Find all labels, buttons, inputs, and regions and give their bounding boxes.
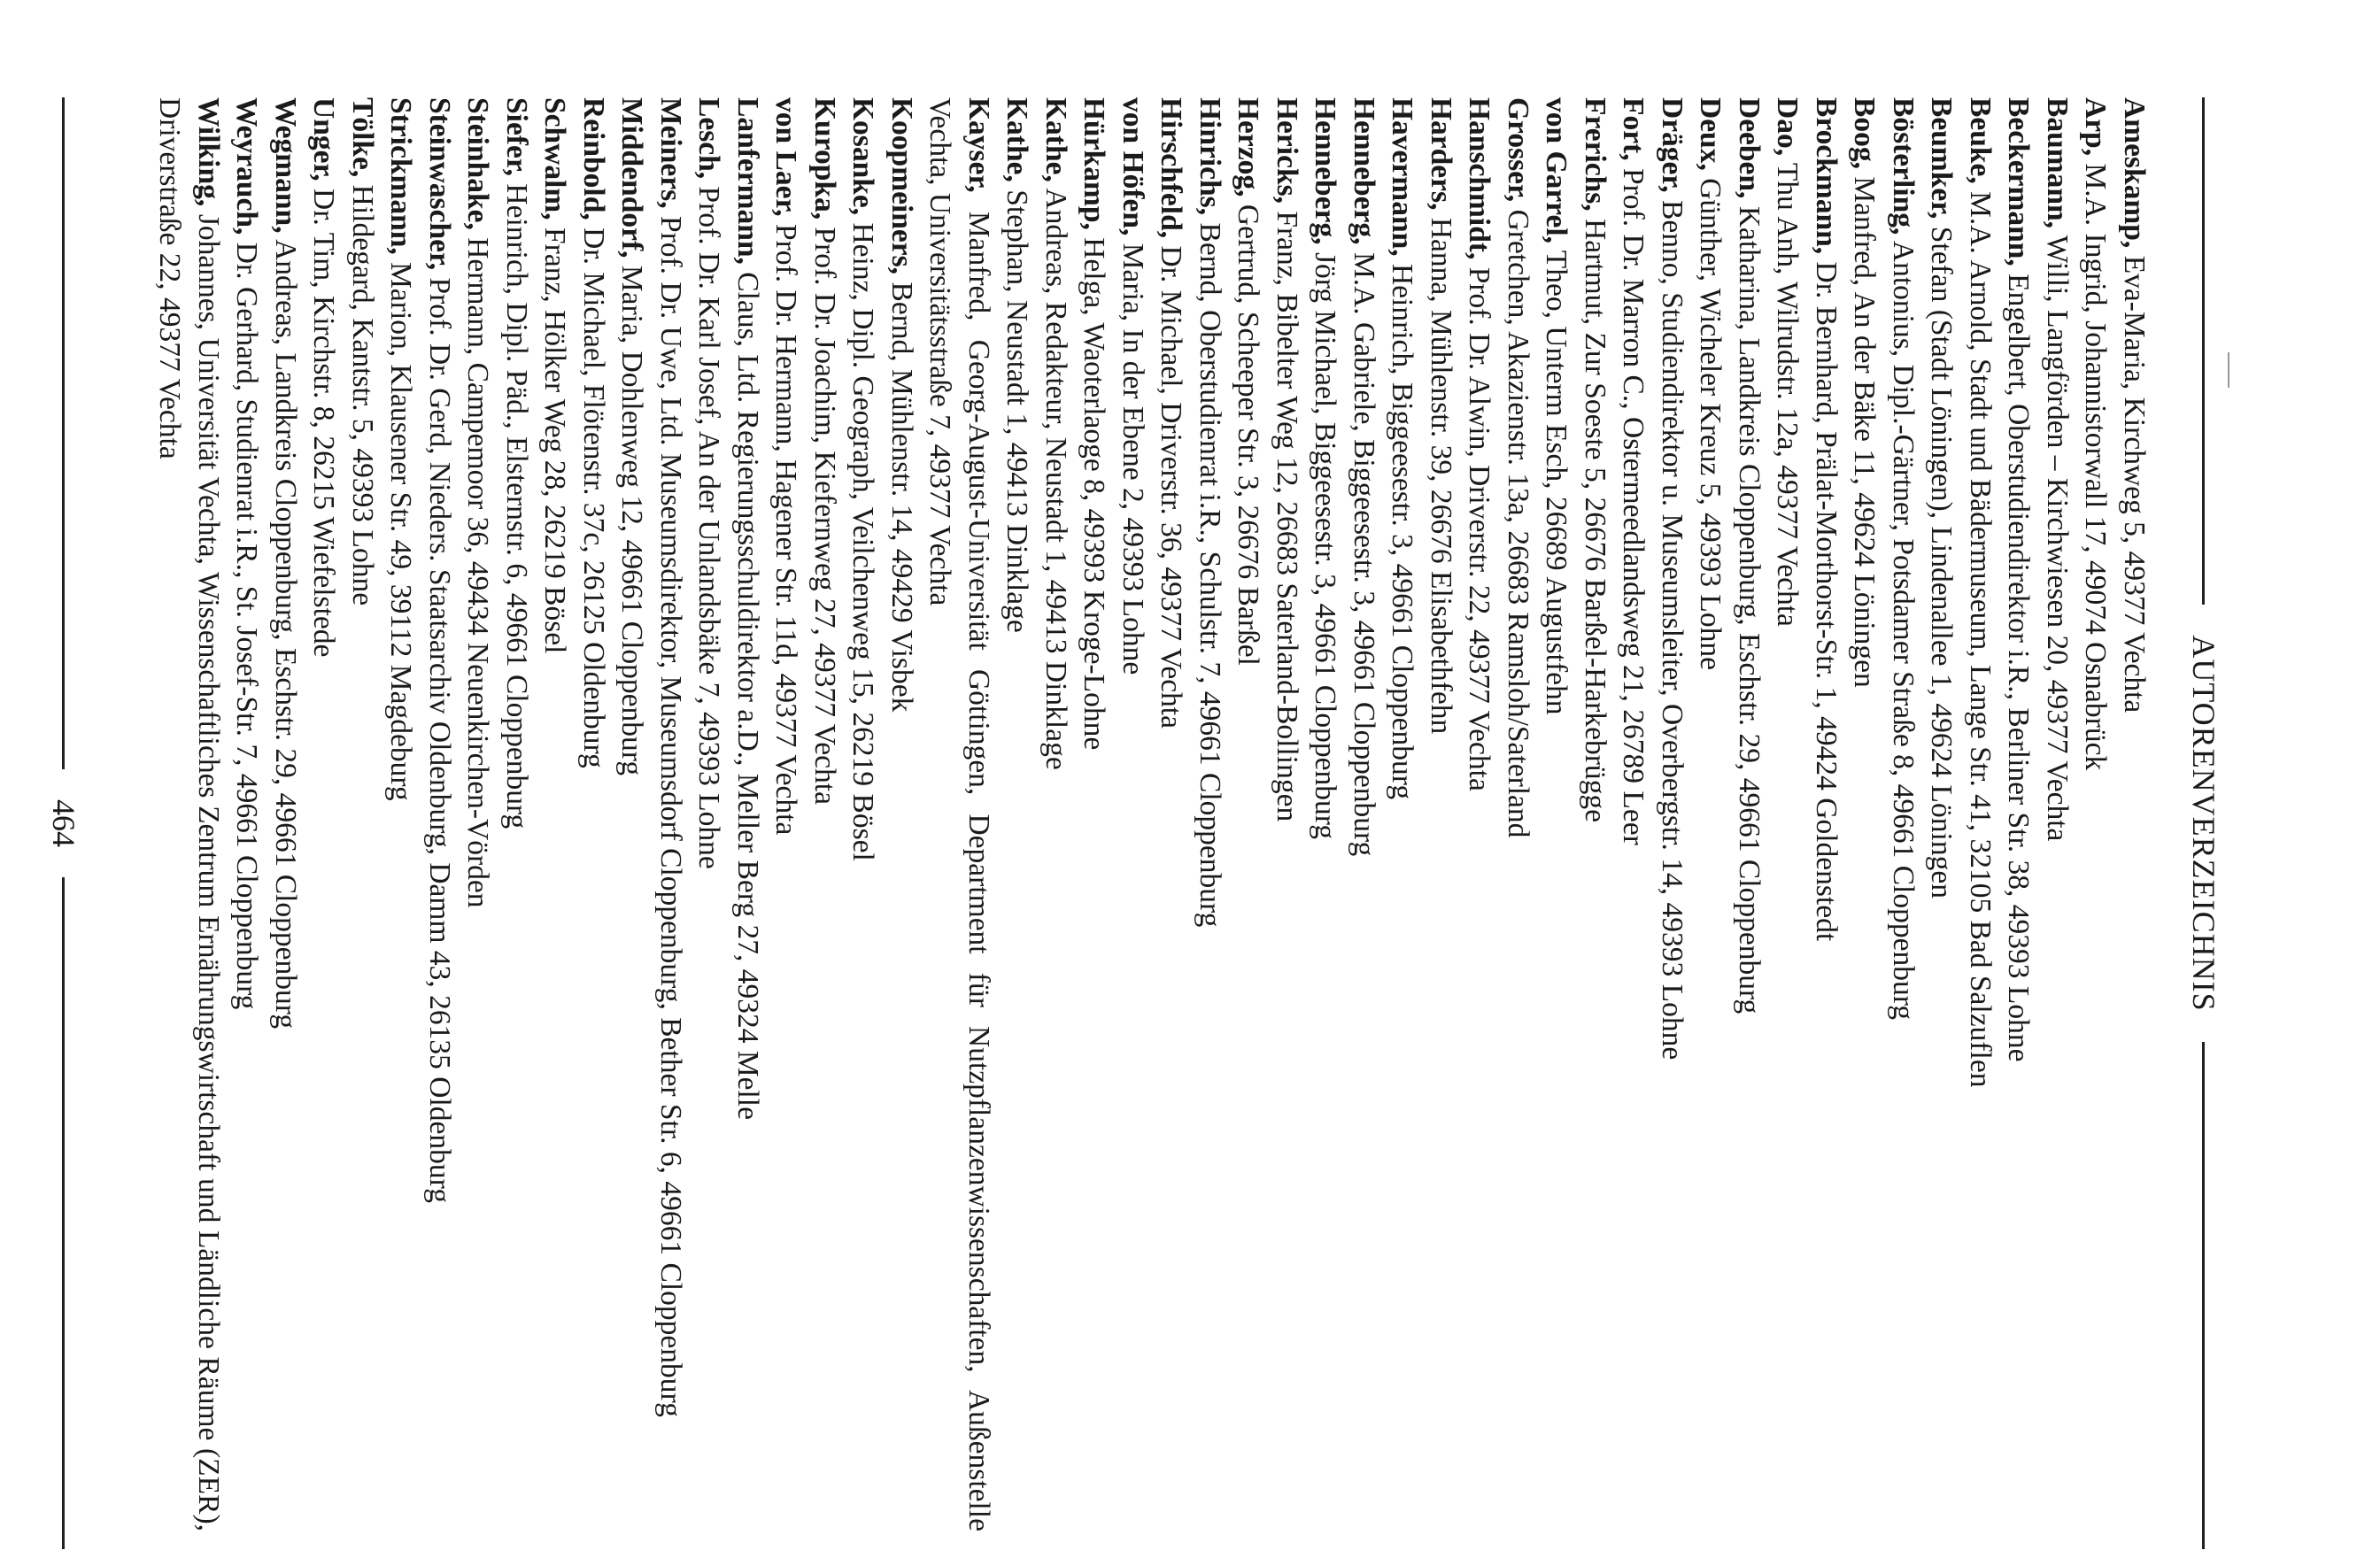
author-name: Boog, — [1848, 97, 1882, 169]
page-header — [2173, 97, 2235, 1549]
list-item — [883, 97, 922, 1531]
author-name: Koopmeiners, — [885, 97, 918, 275]
author-name: Steinwascher, — [423, 97, 456, 271]
author-details: Maria, In der Ebene 2, 49393 Lohne — [1117, 235, 1149, 675]
author-details: Dr. Michael, Driverstr. 36, 49377 Vechta — [1155, 238, 1188, 729]
author-name: Hirschfeld, — [1155, 97, 1188, 239]
author-details: Heinrich, Biggeesestr. 3, 49661 Cloppenburg — [1386, 256, 1419, 800]
author-details: Dr. Tim, Kirchstr. 8, 26215 Wiefelstede — [307, 181, 341, 658]
author-details: Gertrud, Scheeper Str. 3, 26676 Barßel — [1232, 197, 1265, 666]
author-details: Theo, Unterm Esch, 26689 Augustfehn — [1540, 243, 1573, 715]
list-item — [305, 97, 344, 1531]
author-details: Manfred, Georg-August-Universität Göttingen, Department für Nutzpflanzenwissenschaften, Außenstelle Vechta, Universitätsstraße 7, 49377 Vechta — [923, 97, 995, 1531]
author-name: Hinrichs, — [1194, 97, 1226, 216]
author-details: M.A. Arnold, Stadt und Bädermuseum, Lange Str. 41, 32105 Bad Salzuflen — [1964, 183, 1997, 1088]
list-item — [536, 97, 575, 1531]
author-name: Unger, — [307, 97, 341, 181]
author-name: Kuropka, — [808, 97, 841, 220]
author-details: Marion, Klausener Str. 49, 39112 Magdeburg — [384, 254, 418, 801]
author-name: Frerichs, — [1579, 97, 1611, 212]
list-item — [1691, 97, 1730, 1531]
list-item — [1768, 97, 1807, 1531]
author-name: Deux, — [1694, 97, 1727, 171]
author-name: Lanfermann, — [731, 97, 764, 265]
author-details: Stefan (Stadt Löningen), Lindenallee 1, 49624 Löningen — [1925, 219, 1959, 899]
author-details: Hanna, Mühlenstr. 39, 26676 Elisabethfehn — [1425, 210, 1457, 735]
author-details: Günther, Wicheler Kreuz 5, 49393 Lohne — [1694, 170, 1727, 670]
author-details: Eva-Maria, Kirchweg 5, 49377 Vechta — [2118, 248, 2151, 713]
author-details: Helga, Waoterlaoge 8, 49393 Kroge-Lohne — [1078, 229, 1111, 751]
footer-rule-right — [63, 877, 66, 1549]
author-name: Wilking, — [192, 97, 225, 207]
list-item — [1229, 97, 1268, 1531]
list-item — [1537, 97, 1576, 1531]
list-item — [806, 97, 845, 1531]
author-name: Siefer, — [500, 97, 533, 177]
author-details: Hartmut, Zur Soeste 5, 26676 Barßel-Harkebrügge — [1579, 211, 1611, 822]
list-item — [421, 97, 460, 1531]
author-details: Hildegard, Kantstr. 5, 49393 Lohne — [346, 177, 379, 606]
list-item — [1037, 97, 1076, 1531]
author-details: Franz, Bibelter Weg 12, 26683 Saterland-Bollingen — [1271, 204, 1303, 822]
list-item — [1152, 97, 1191, 1531]
author-name: Beumker, — [1925, 97, 1959, 220]
page-footer — [37, 97, 90, 1549]
author-details: Prof. Dr. Uwe, Ltd. Museumsdirektor, Museumsdorf Cloppenburg, Bether Str. 6, 49661 Cloppenburg — [654, 208, 687, 1417]
author-name: Herzog, — [1232, 97, 1265, 197]
author-name: Kayser, — [962, 97, 995, 193]
list-item — [2038, 97, 2077, 1531]
list-item — [1922, 97, 1961, 1531]
author-details: Engelbert, Oberstudiendirektor i.R., Berliner Str. 38, 49393 Lohne — [2002, 266, 2036, 1062]
author-name: Kathe, — [1001, 97, 1034, 182]
list-item — [1845, 97, 1884, 1531]
author-name: Baumann, — [2041, 97, 2074, 229]
author-name: Deeben, — [1733, 97, 1766, 199]
list-item — [767, 97, 806, 1531]
list-item — [1306, 97, 1345, 1531]
author-details: Heinrich, Dipl. Päd., Elsternstr. 6, 49661 Cloppenburg — [500, 176, 533, 829]
author-name: Middendorf, — [615, 97, 649, 258]
list-item — [1576, 97, 1615, 1531]
list-item — [1191, 97, 1230, 1531]
list-item — [1114, 97, 1153, 1531]
list-item — [2076, 97, 2115, 1531]
list-item — [267, 97, 305, 1531]
author-details: Andreas, Redakteur, Neustadt 1, 49413 Dinklage — [1039, 181, 1072, 770]
author-details: Dr. Bernhard, Prälat-Morthorst-Str. 1, 49424 Goldenstedt — [1810, 254, 1843, 942]
author-details: Claus, Ltd. Regierungsschuldirektor a.D., Meller Berg 27, 49324 Melle — [731, 264, 764, 1120]
author-name: Strickmann, — [384, 97, 418, 255]
author-name: Bösterling, — [1887, 97, 1920, 235]
author-name: Hericks, — [1271, 97, 1303, 204]
author-name: Dräger, — [1656, 97, 1688, 193]
author-name: Henneberg, — [1309, 97, 1342, 245]
author-details: Maria, Dohlenweg 12, 49661 Cloppenburg — [615, 258, 649, 776]
author-details: Thu Anh, Wilrudstr. 12a, 49377 Vechta — [1771, 156, 1804, 627]
author-details: Hermann, Campemoor 36, 49434 Neuenkirchen-Vörden — [461, 229, 495, 908]
author-details: Prof. Dr. Gerd, Nieders. Staatsarchiv Oldenburg, Damm 43, 26135 Oldenburg — [423, 270, 456, 1203]
list-item — [151, 97, 228, 1531]
author-name: Kathe, — [1039, 97, 1072, 182]
author-name: Weyrauch, — [230, 97, 264, 235]
list-item — [1383, 97, 1422, 1531]
list-item — [1730, 97, 1769, 1531]
author-name: Kosanke, — [846, 97, 880, 216]
list-item — [1345, 97, 1384, 1531]
author-name: Grosser, — [1502, 97, 1534, 203]
author-name: Henneberg, — [1348, 97, 1380, 245]
page-title: AUTORENVERZEICHNIS — [2186, 635, 2222, 1012]
author-details: Prof. Dr. Hermann, Hagener Str. 11d, 49377 Vechta — [769, 216, 803, 836]
author-details: Prof. Dr. Joachim, Kiefernweg 27, 49377 Vechta — [808, 220, 841, 805]
author-name: Beuke, — [1964, 97, 1997, 184]
header-rule-right — [2203, 1042, 2206, 1549]
author-details: Johannes, Universität Vechta, Wissenschaftliches Zentrum Ernährungswirtschaft und Ländliche Räume (ZER), Driverstraße 22, 49377 Vechta — [153, 97, 225, 1531]
author-name: Harders, — [1425, 97, 1457, 211]
list-item — [1999, 97, 2038, 1531]
list-item — [1075, 97, 1114, 1531]
author-details: Katharina, Landkreis Cloppenburg, Eschstr. 29, 49661 Cloppenburg — [1733, 198, 1766, 1014]
author-name: Lesch, — [692, 97, 726, 180]
author-details: Bernd, Oberstudienrat i.R., Schulstr. 7, 49661 Cloppenburg — [1194, 215, 1226, 928]
list-item — [652, 97, 691, 1531]
author-name: Meiners, — [654, 97, 687, 209]
author-name: Hürkamp, — [1078, 97, 1111, 230]
author-name: Brockmann, — [1810, 97, 1843, 255]
author-name: von Garrel, — [1540, 97, 1573, 243]
list-item — [228, 97, 267, 1531]
header-rule-left — [2203, 97, 2206, 605]
author-name: Schwalm, — [538, 97, 572, 220]
author-name: Dao, — [1771, 97, 1804, 157]
list-item — [729, 97, 768, 1531]
list-item — [382, 97, 421, 1531]
list-item — [1807, 97, 1846, 1531]
list-item — [1884, 97, 1923, 1531]
author-details: Dr. Michael, Flötenstr. 37c, 26125 Oldenburg — [577, 220, 610, 768]
list-item — [921, 97, 998, 1531]
list-item — [1460, 97, 1499, 1531]
list-item — [1268, 97, 1307, 1531]
document-page — [4, 97, 2235, 1549]
author-details: Franz, Hölker Weg 28, 26219 Bösel — [538, 220, 572, 654]
list-item — [844, 97, 883, 1531]
page-number: 464 — [46, 799, 81, 847]
author-details: Heinz, Dipl. Geograph, Veilchenweg 15, 26219 Bösel — [846, 215, 880, 861]
author-name: Beckermann, — [2002, 97, 2036, 266]
author-list — [151, 97, 2153, 1531]
author-name: Fort, — [1617, 97, 1650, 161]
author-name: Tölke, — [346, 97, 379, 178]
author-details: Prof. Dr. Karl Josef, An der Unlandsbäke 7, 49393 Lohne — [692, 179, 726, 869]
list-item — [459, 97, 498, 1531]
list-item — [1499, 97, 1538, 1531]
list-item — [575, 97, 614, 1531]
list-item — [998, 97, 1037, 1531]
list-item — [344, 97, 382, 1531]
author-details: Andreas, Landkreis Cloppenburg, Eschstr. 29, 49661 Cloppenburg — [269, 233, 302, 1030]
author-details: Jörg Michael, Biggeesestr. 3, 49661 Cloppenburg — [1309, 244, 1342, 840]
author-details: Dr. Gerhard, Studienrat i.R., St. Josef-Str. 7, 49661 Cloppenburg — [230, 235, 264, 1010]
author-details: M.A. Gabriele, Biggeesestr. 3, 49661 Cloppenburg — [1348, 244, 1380, 857]
author-name: Reinbold, — [577, 97, 610, 220]
list-item — [613, 97, 652, 1531]
list-item — [1653, 97, 1692, 1531]
author-name: von Höfen, — [1117, 97, 1149, 236]
list-item — [1961, 97, 2000, 1531]
author-details: Manfred, An der Bäke 11, 49624 Löningen — [1848, 168, 1882, 688]
author-name: Arp, — [2079, 97, 2113, 157]
author-details: Prof. Dr. Alwin, Driverstr. 22, 49377 Vechta — [1463, 259, 1496, 791]
author-details: Gretchen, Akazienstr. 13a, 26683 Ramsloh/Saterland — [1502, 202, 1534, 838]
list-item — [498, 97, 537, 1531]
author-details: Benno, Studiendirektor u. Museumsleiter, Overbergstr. 14, 49393 Lohne — [1656, 192, 1688, 1061]
footer-rule-left — [63, 97, 66, 769]
author-details: Willi, Langförden – Kirchwiesen 20, 49377 Vechta — [2041, 228, 2074, 842]
author-name: Wegmann, — [269, 97, 302, 234]
list-item — [1614, 97, 1653, 1531]
author-details: Prof. Dr. Marron C., Ostermeedlandsweg 21, 26789 Leer — [1617, 160, 1650, 845]
author-details: M.A. Ingrid, Johannistorwall 17, 49074 Osnabrück — [2079, 156, 2113, 771]
author-name: Havermann, — [1386, 97, 1419, 257]
author-details: Bernd, Mühlenstr. 14, 49429 Visbek — [885, 274, 918, 713]
list-item — [690, 97, 729, 1531]
author-name: Ameskamp, — [2118, 97, 2151, 249]
list-item — [1422, 97, 1461, 1531]
author-details: Antonius, Dipl.-Gärtner, Potsdamer Straße 8, 49661 Cloppenburg — [1887, 235, 1920, 1021]
author-name: von Laer, — [769, 97, 803, 217]
author-name: Steinhake, — [461, 97, 495, 230]
author-details: Stephan, Neustadt 1, 49413 Dinklage — [1001, 181, 1034, 633]
author-name: Hanschmidt, — [1463, 97, 1496, 260]
list-item — [2115, 97, 2154, 1531]
